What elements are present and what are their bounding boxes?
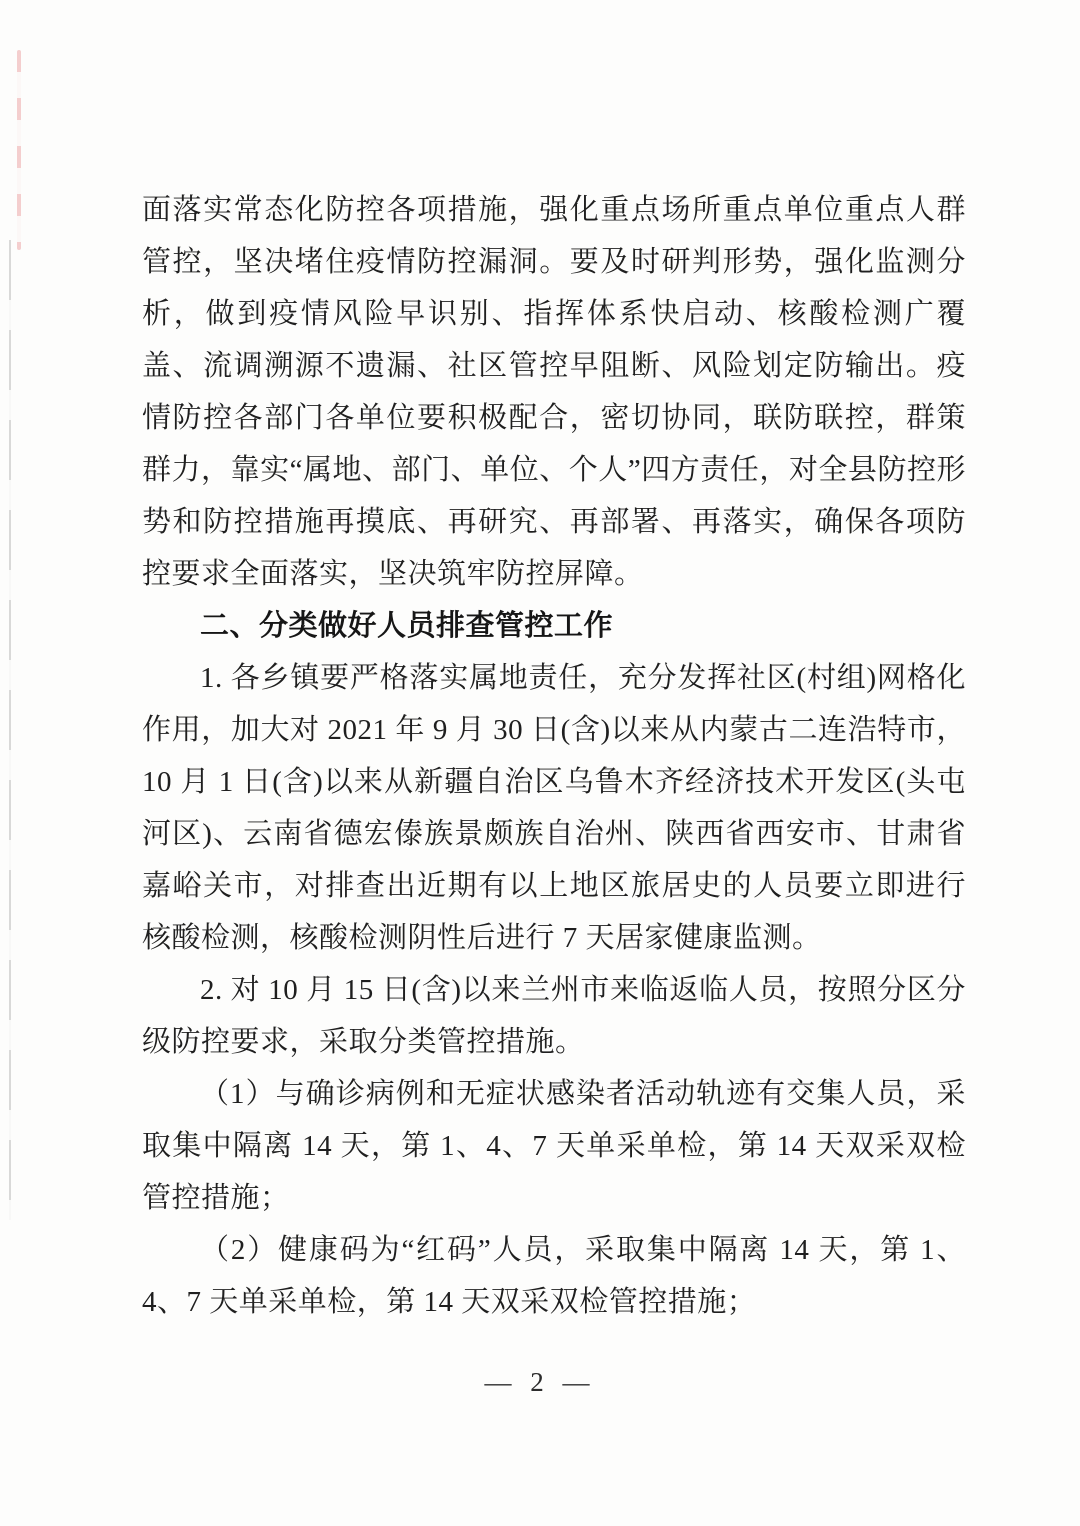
section-heading: 二、分类做好人员排查管控工作 [200, 610, 614, 642]
paragraph-continuation: 面落实常态化防控各项措施，强化重点场所重点单位重点人群管控，坚决堵住疫情防控漏洞。要及时研判形势，强化监测分析，做到疫情风险早识别、指挥体系快启动、核酸检测广覆盖、流调溯源不遗漏、社区管控早阻断、风险划定防输出。疫情防控各部门各单位要积极配合，密切协同，联防联控，群策群力，靠实“属地、部门、单位、个人”四方责任，对全县防控形势和防控措施再摸底、再研究、再部署、再落实，确保各项防控要求全面落实，坚决筑牢防控屏障。 [142, 194, 966, 590]
numbered-item-1-paragraph: 1. 各乡镇要严格落实属地责任，充分发挥社区(村组)网格化作用，加大对 2021 年 9 月 30 日(含)以来从内蒙古二连浩特市，10 月 1 日(含)以来从新疆自治区乌鲁木齐经济技术开发区(头屯河区)、云南省德宏傣族景颇族自治州、陕西省西安市、甘肃省嘉峪关市，对排查出近期有以上地区旅居史的人员要立即进行核酸检测，核酸检测阴性后进行 7 天居家健康监测。 [142, 662, 966, 954]
sub-item-1-paragraph: （1）与确诊病例和无症状感染者活动轨迹有交集人员，采取集中隔离 14 天，第 1、4、7 天单采单检，第 14 天双采双检管控措施； [142, 1078, 966, 1214]
page-number: — 2 — [484, 1367, 596, 1397]
page-body [142, 184, 966, 1328]
numbered-item-2-paragraph: 2. 对 10 月 15 日(含)以来兰州市来临返临人员，按照分区分级防控要求，采取分类管控措施。 [142, 974, 966, 1058]
sub-item-2-paragraph: （2）健康码为“红码”人员，采取集中隔离 14 天，第 1、4、7 天单采单检，第 14 天双采双检管控措施； [142, 1234, 966, 1318]
scan-edge-line-artifact [9, 240, 11, 1220]
scan-edge-pink-artifact [17, 50, 21, 250]
